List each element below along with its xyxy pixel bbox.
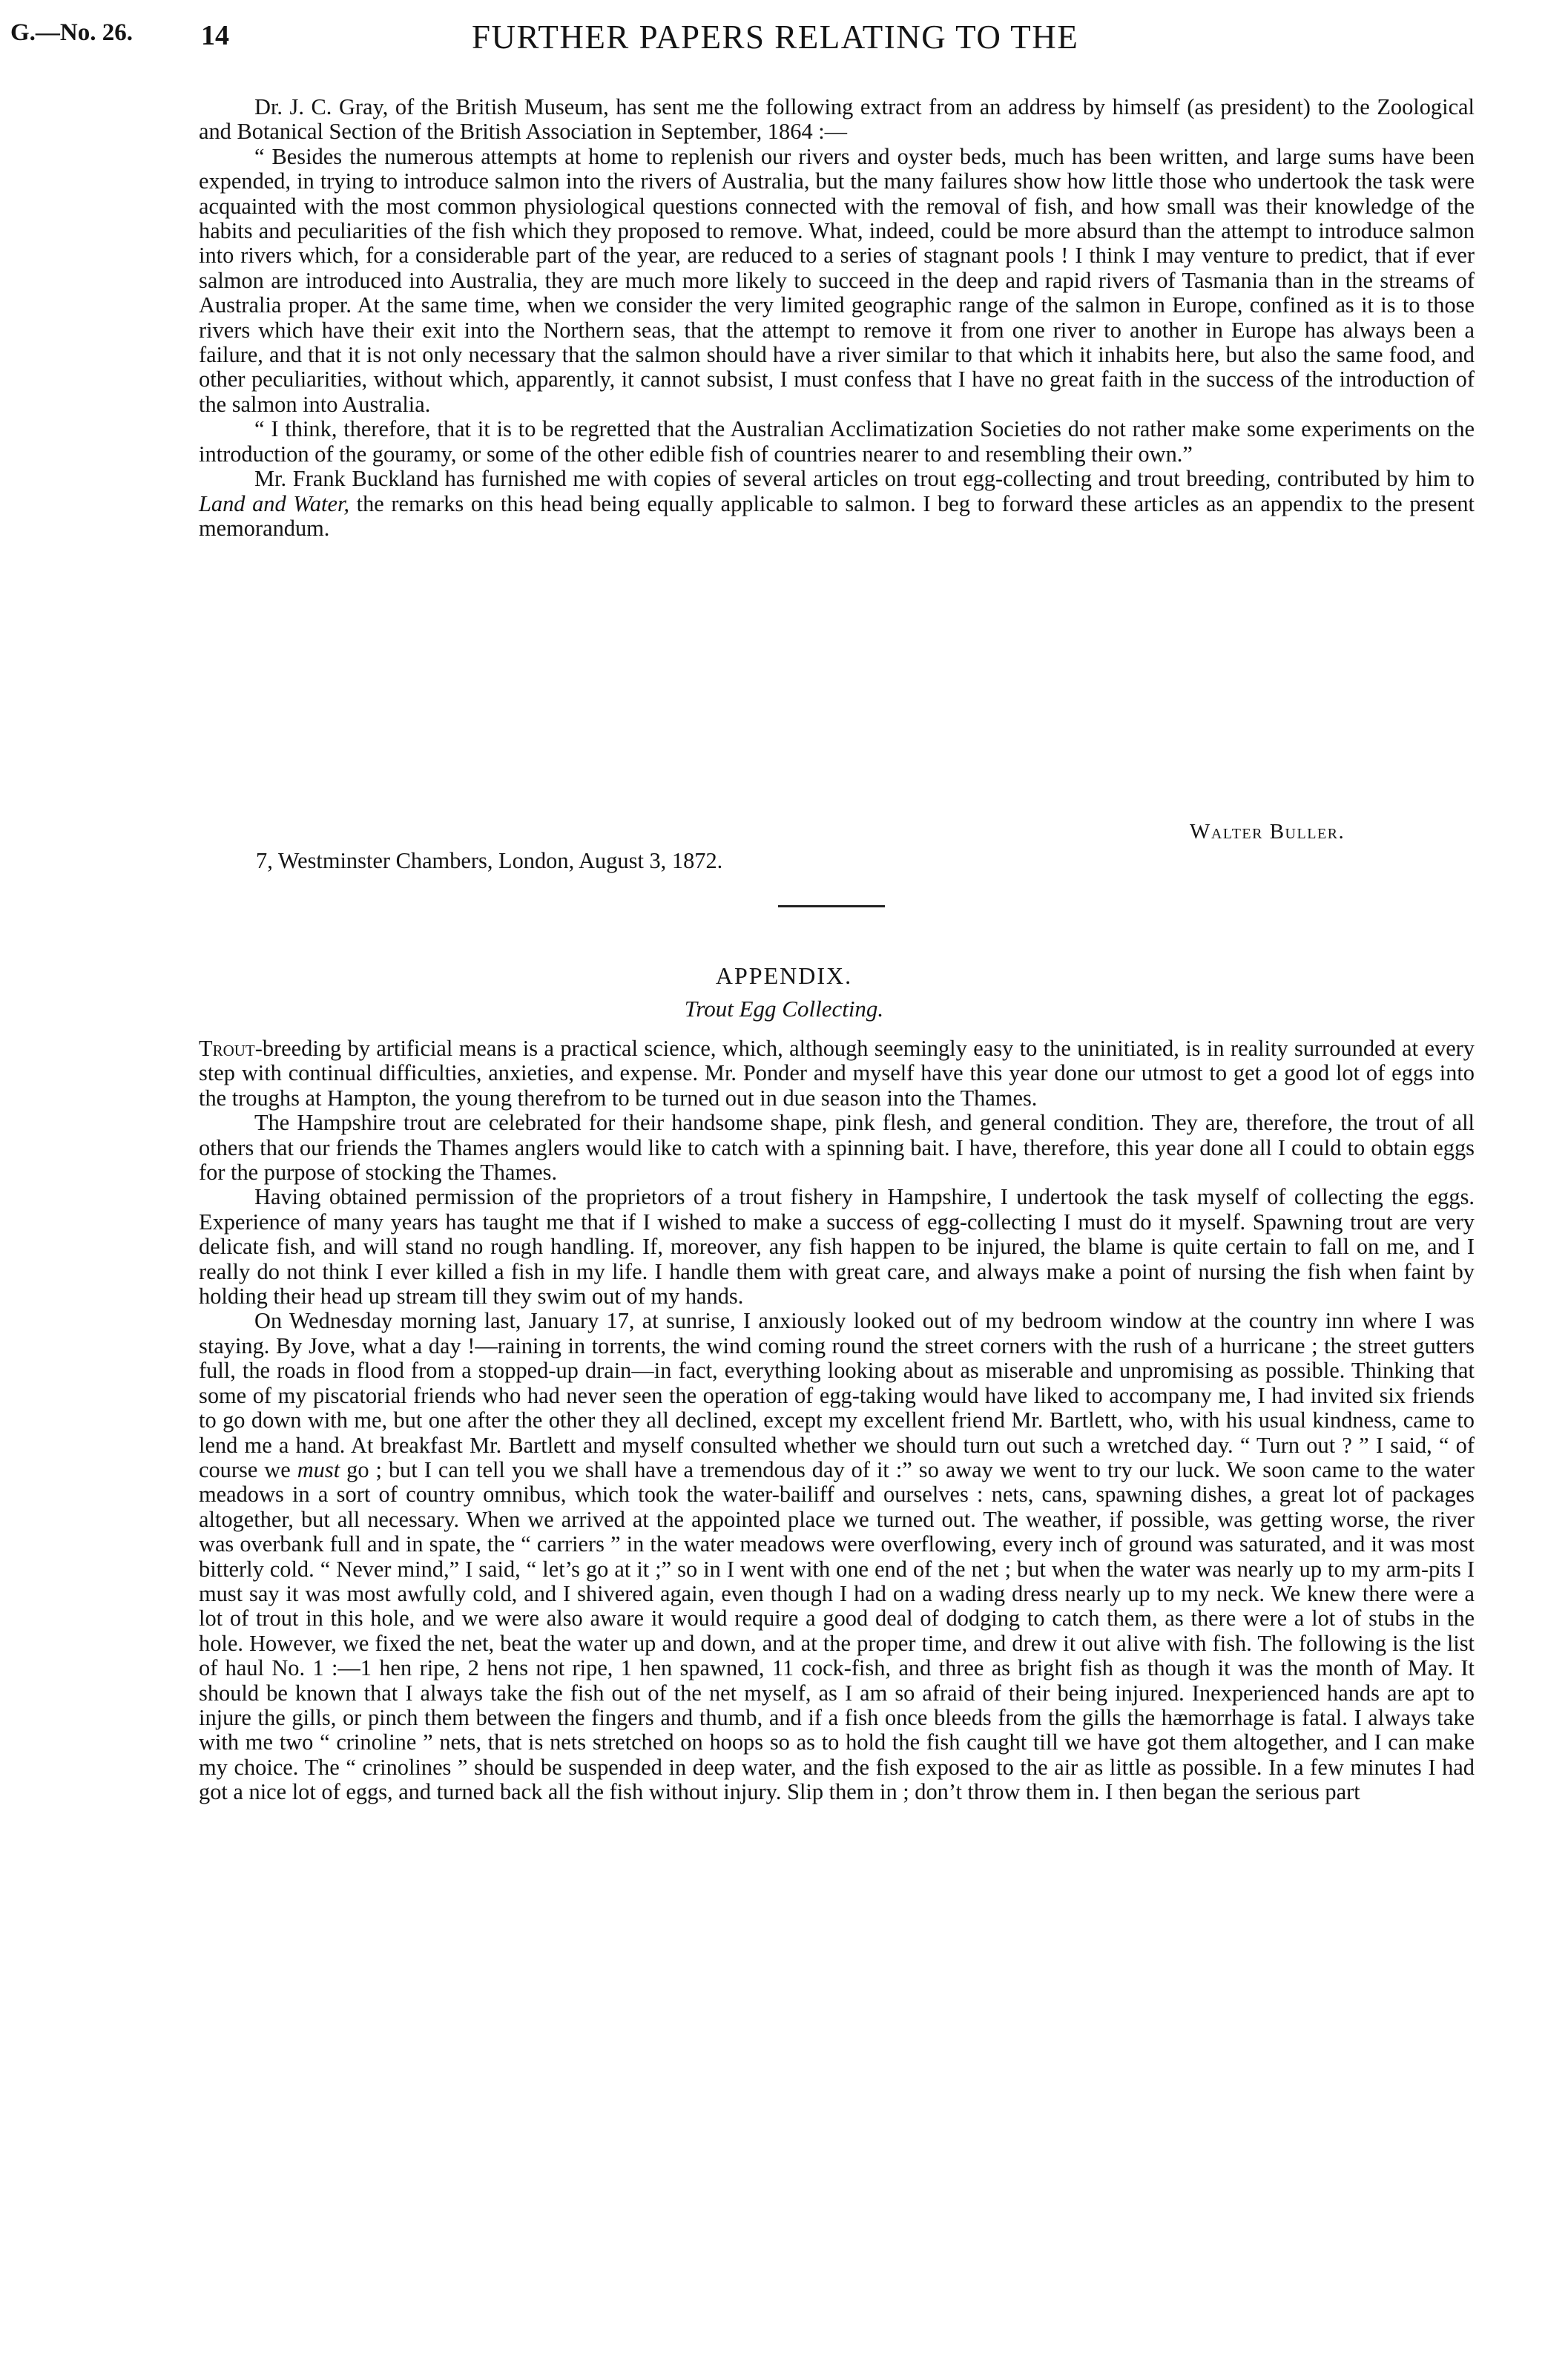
- address-date-line: 7, Westminster Chambers, London, August 3, 1872.: [256, 848, 723, 873]
- page-number: 14: [201, 20, 229, 51]
- appendix-paragraph: The Hampshire trout are celebrated for their handsome shape, pink flesh, and general condition. They are, therefore, the trout of all others that our friends the Thames anglers would like to catch with a spinning bait. I have, therefore, this year done all I could to obtain eggs for the purpose of stocking the Thames.: [199, 1110, 1475, 1186]
- paragraph-text: On Wednesday morning last, January 17, at sunrise, I anxiously looked out of my bedroom window at the country inn where I was staying. By Jove, what a day !—raining in torrents, the wind coming round the street corners with the rush of a hurricane ; the street gutters full, the roads in flood from a stopped-up drain—in fact, everything looking about as miserable and unpromising as possible. Thinking that some of my piscatorial friends who had never seen the operation of egg-taking would have liked to accompany me, I had invited six friends to go down with me, but one after the other they all declined, except my excellent friend Mr. Bartlett, who, with his usual kindness, came to lend me a hand. At breakfast Mr. Bartlett and myself consulted whether we should turn out such a wretched day. “ Turn out ? ” I said, “ of course we: [199, 1308, 1475, 1482]
- memorandum-paragraph: [199, 467, 1475, 541]
- paragraph-text: go ; but I can tell you we shall have a tremendous day of it :” so away we went to try our luck. We soon came to the water meadows in a sort of country omnibus, which took the water-bailiff and ourselves : nets, cans, spawning dishes, a great lot of packages altogether, but all necessary. When we arrived at the appointed place we turned out. The weather, if possible, was getting worse, the river was overbank full and in spate, the “ carriers ” in the water meadows were overflowing, every inch of ground was saturated, and it was most bitterly cold. “ Never mind,” I said, “ let’s go at it ;” so in I went with one end of the net ; but when the water was nearly up to my arm-pits I must say it was most awfully cold, and I shivered again, even though I had on a wading dress nearly up to my neck. We knew there were a lot of trout in this hole, and we were also aware it would require a good deal of dodging to catch them, as there were a lot of stubs in the hole. However, we fixed the net, beat the water up and down, and at the proper time, and drew it out alive with fish. The following is the list of haul No. 1 :—1 hen ripe, 2 hens not ripe, 1 hen spawned, 11 cock-fish, and three as bright fish as though it was the month of May. It should be known that I always take the fish out of the net myself, as I am so afraid of their being injured. Inexperienced hands are apt to injure the gills, or pinch them between the fingers and thumb, and if a fish once bleeds from the gills the hæmorrhage is fatal. I always take with me two “ crinoline ” nets, that is nets stretched on hoops so as to hold the fish caught till we have got them altogether, and I can make my choice. The “ crinolines ” should be suspended in deep water, and the fish exposed to the air as little as possible. In a few minutes I had got a nice lot of eggs, and turned back all the fish without injury. Slip them in ; don’t throw them in. I then began the serious part: [199, 1456, 1475, 1805]
- appendix-body: [199, 1036, 1475, 1805]
- publication-title: Land and Water,: [199, 490, 350, 516]
- signature: Walter Buller.: [1190, 820, 1345, 844]
- appendix-paragraph: [199, 1309, 1475, 1804]
- section-divider: [778, 905, 885, 907]
- running-title: FURTHER PAPERS RELATING TO THE: [472, 19, 1079, 56]
- paragraph-text: -breeding by artificial means is a practical science, which, although seemingly easy to the uninitiated, is in reality surrounded at every step with continual difficulties, anxieties, and expense. Mr. Ponder and myself have this year done our utmost to get a good lot of eggs into the troughs at Hampton, the young therefrom to be turned out in due season into the Thames.: [199, 1036, 1475, 1111]
- document-reference: G.—No. 26.: [10, 19, 133, 46]
- paragraph-text: the remarks on this head being equally applicable to salmon. I beg to forward these articles as an appendix to the present memorandum.: [199, 490, 1475, 541]
- appendix-paragraph: [199, 1036, 1475, 1111]
- appendix-subtitle: Trout Egg Collecting.: [684, 996, 884, 1022]
- quotation-paragraph: “ I think, therefore, that it is to be regretted that the Australian Acclimatization Societies do not rather make some experiments on the introduction of the gouramy, or some of the other edible fish of countries nearer to and resembling their own.”: [199, 416, 1475, 467]
- emphasis: must: [297, 1456, 340, 1482]
- lead-word: Trout: [199, 1036, 255, 1061]
- appendix-paragraph: Having obtained permission of the proprietors of a trout fishery in Hampshire, I undertook the task myself of collecting the eggs. Experience of many years has taught me that if I wished to make a success of egg-collecting I must do it myself. Spawning trout are very delicate fish, and will stand no rough handling. If, moreover, any fish happen to be injured, the blame is quite certain to fall on me, and I really do not think I ever killed a fish in my life. I handle them with great care, and always make a point of nursing the fish when faint by holding their head up stream till they swim out of my hands.: [199, 1184, 1475, 1309]
- paragraph-text: Mr. Frank Buckland has furnished me with copies of several articles on trout egg-collecting and trout breeding, contributed by him to: [254, 466, 1475, 492]
- appendix-title: APPENDIX.: [715, 962, 853, 989]
- memorandum-paragraph: Dr. J. C. Gray, of the British Museum, has sent me the following extract from an address by himself (as president) to the Zoological and Botanical Section of the British Association in September, 1864 :—: [199, 94, 1475, 145]
- quotation-paragraph: “ Besides the numerous attempts at home to replenish our rivers and oyster beds, much has been written, and large sums have been expended, in trying to introduce salmon into the rivers of Australia, but the many failures show how little those who undertook the task were acquainted with the most common physiological questions connected with the removal of fish, and how small was their knowledge of the habits and peculiarities of the fish which they proposed to remove. What, indeed, could be more absurd than the attempt to introduce salmon into rivers which, for a considerable part of the year, are reduced to a series of stagnant pools ! I think I may venture to predict, that if ever salmon are introduced into Australia, they are much more likely to succeed in the deep and rapid rivers of Tasmania than in the streams of Australia proper. At the same time, when we consider the very limited geographic range of the salmon in Europe, confined as it is to those rivers which have their exit into the Northern seas, that the attempt to remove it from one river to another in Europe has always been a failure, and that it is not only necessary that the salmon should have a river similar to that which it inhabits here, but also the same food, and other peculiarities, without which, apparently, it cannot subsist, I must confess that I have no great faith in the success of the introduction of the salmon into Australia.: [199, 143, 1475, 417]
- memorandum-body: [199, 95, 1475, 541]
